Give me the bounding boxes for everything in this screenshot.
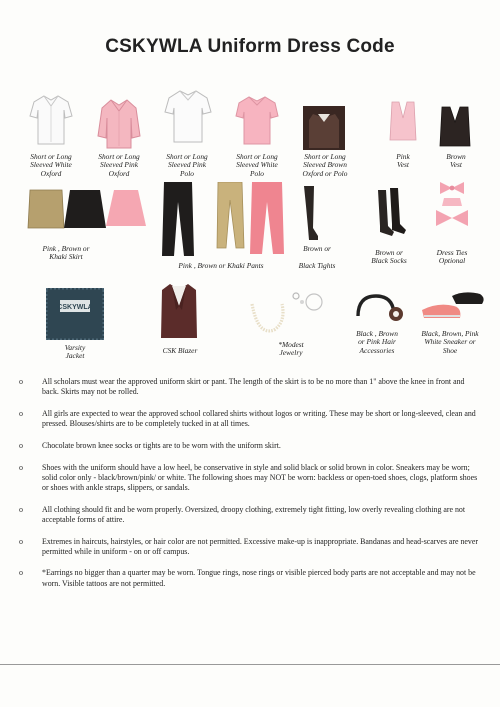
pink-oxford-image xyxy=(96,96,142,152)
pink-oxford-caption: Short or Long Sleeved Pink Oxford xyxy=(98,152,140,178)
rule-item xyxy=(16,441,480,451)
white-oxford-caption: Short or Long Sleeved White Oxford xyxy=(30,152,72,178)
brown-vest-caption: Brown Vest xyxy=(446,152,466,170)
hair-accessories-caption: Black , Brown or Pink Hair Accessories xyxy=(356,329,398,355)
rule-text: Shoes with the uniform should have a low heel, be conservative in style and solid black or solid brown in color. Sneakers may be worn; solid color only - black/brown/pink/ or white. The following shoes may NOT be worn: backless or open-toed shoes, clogs, platform shoes or shoes with ankle straps, slippers, or sandals. xyxy=(42,462,478,492)
pink-vest-image xyxy=(388,98,418,144)
pink-polo-image xyxy=(163,86,213,146)
pink-polo-caption: Short or Long Sleeved Pink Polo xyxy=(166,152,208,178)
varsity-jacket-caption: Varsity Jacket xyxy=(64,343,86,361)
jacket-patch-text: CSKYWLA xyxy=(57,304,93,311)
bullet-marker: o xyxy=(19,504,23,514)
pink-vest-caption: Pink Vest xyxy=(396,152,410,170)
bullet-marker: o xyxy=(19,377,23,386)
jewelry-image xyxy=(242,290,328,338)
bullet-marker: o xyxy=(19,568,23,578)
dress-ties-caption: Dress Ties Optional xyxy=(436,248,468,266)
pants-caption: Pink , Brown or Khaki Pants xyxy=(178,261,264,270)
tights-image xyxy=(302,186,324,242)
rule-text: *Earrings no bigger than a quarter may be worn. Tongue rings, nose rings or visible pierced body parts are not acceptable and may not be worn. Visible tattoos are not permitted. xyxy=(42,568,476,588)
dress-ties-image xyxy=(432,180,476,238)
bullet-marker: o xyxy=(19,408,23,418)
bullet-marker: o xyxy=(19,536,23,546)
rule-text: All girls are expected to wear the approved school collared shirts without logos or writing. These may be short or long-sleeved, clean and pressed. Blouses/shirts are to be completely tucked in at all times. xyxy=(42,408,476,429)
dress-code-rules xyxy=(16,377,480,600)
socks-caption: Brown or Black Socks xyxy=(371,248,407,266)
bottom-divider xyxy=(0,664,500,665)
csk-blazer-image xyxy=(160,282,198,340)
rule-text: Chocolate brown knee socks or tights are to be worn with the uniform skirt. xyxy=(42,440,281,450)
rule-item xyxy=(16,505,480,525)
page-title: CSKYWLA Uniform Dress Code xyxy=(105,36,395,57)
shoes-caption: Black, Brown, Pink White Sneaker or Shoe xyxy=(421,329,479,355)
rule-item xyxy=(16,377,480,397)
rule-item xyxy=(16,463,480,494)
rule-text: All scholars must wear the approved uniform skirt or pant. The length of the skirt is to be no more than 1" above the knee in front and back. Skirts may not be rolled. xyxy=(42,377,465,397)
socks-image xyxy=(372,188,408,238)
rule-item xyxy=(16,568,480,588)
rule-item xyxy=(16,409,480,429)
brown-vest-image xyxy=(438,104,472,148)
varsity-jacket-image xyxy=(46,288,104,340)
hair-accessories-image xyxy=(354,292,406,328)
csk-blazer-caption: CSK Blazer xyxy=(162,346,198,355)
rule-text: All clothing should fit and be worn properly. Oversized, droopy clothing, extremely tight fitting, low overly revealing clothing are not acceptable forms of attire. xyxy=(42,504,466,524)
white-polo-caption: Short or Long Sleeved White Polo xyxy=(236,152,278,178)
shoes-image xyxy=(420,286,486,322)
pants-image xyxy=(160,182,286,258)
white-polo-image xyxy=(234,92,280,148)
brown-oxford-caption: Short or Long Sleeved Brown Oxford or Polo xyxy=(302,152,348,178)
bullet-marker: o xyxy=(19,462,23,472)
skirts-image xyxy=(26,188,148,232)
rule-text: Extremes in haircuts, hairstyles, or hair color are not permitted. Excessive make-up is inappropriate. Bandanas and head-scarves are never permitted while in uniform - on or off campus. xyxy=(42,536,479,556)
rule-item xyxy=(16,537,480,557)
brown-oxford-image xyxy=(303,106,345,150)
skirt-caption: Pink , Brown or Khaki Skirt xyxy=(42,244,90,262)
white-oxford-image xyxy=(28,90,74,148)
jewelry-caption: *Modest Jewelry xyxy=(278,340,304,358)
tights-caption: Brown or Black Tights xyxy=(298,244,336,270)
bullet-marker: o xyxy=(19,440,23,450)
